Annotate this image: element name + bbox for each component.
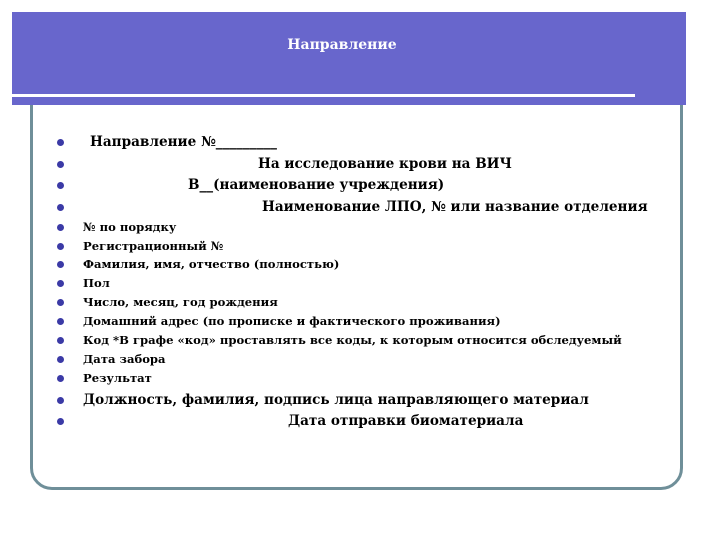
bullet-icon <box>57 299 64 306</box>
bullet-icon <box>57 243 64 250</box>
field-line: Пол <box>83 276 110 290</box>
bullet-icon <box>57 397 64 404</box>
page-title: Направление <box>287 37 397 53</box>
field-line: Регистрационный № <box>83 239 224 253</box>
bullet-icon <box>57 337 64 344</box>
bullet-icon <box>57 318 64 325</box>
bullet-icon <box>57 375 64 382</box>
field-line: № по порядку <box>83 220 177 234</box>
dispatch-date-line: Дата отправки биоматериала <box>288 413 524 429</box>
form-number-line: Направление №_________ <box>90 134 277 150</box>
bullet-icon <box>57 161 64 168</box>
field-line: Фамилия, имя, отчество (полностью) <box>83 257 340 271</box>
institution-line: В__(наименование учреждения) <box>188 177 445 193</box>
bullet-icon <box>57 182 64 189</box>
bullet-icon <box>57 224 64 231</box>
field-line: Результат <box>83 371 152 385</box>
bullet-icon <box>57 280 64 287</box>
field-line: Дата забора <box>83 352 166 366</box>
field-line: Код *В графе «код» проставлять все коды, к которым относится обследуемый <box>83 333 622 347</box>
bullet-icon <box>57 139 64 146</box>
signature-line: Должность, фамилия, подпись лица направляющего материал <box>83 392 589 408</box>
bullet-icon <box>57 204 64 211</box>
bullet-icon <box>57 261 64 268</box>
bullet-icon <box>57 418 64 425</box>
bullet-icon <box>57 356 64 363</box>
field-line: Число, месяц, год рождения <box>83 295 278 309</box>
department-line: Наименование ЛПО, № или название отделения <box>262 199 648 215</box>
purpose-line: На исследование крови на ВИЧ <box>258 156 512 172</box>
field-line: Домашний адрес (по прописке и фактического проживания) <box>83 314 501 328</box>
